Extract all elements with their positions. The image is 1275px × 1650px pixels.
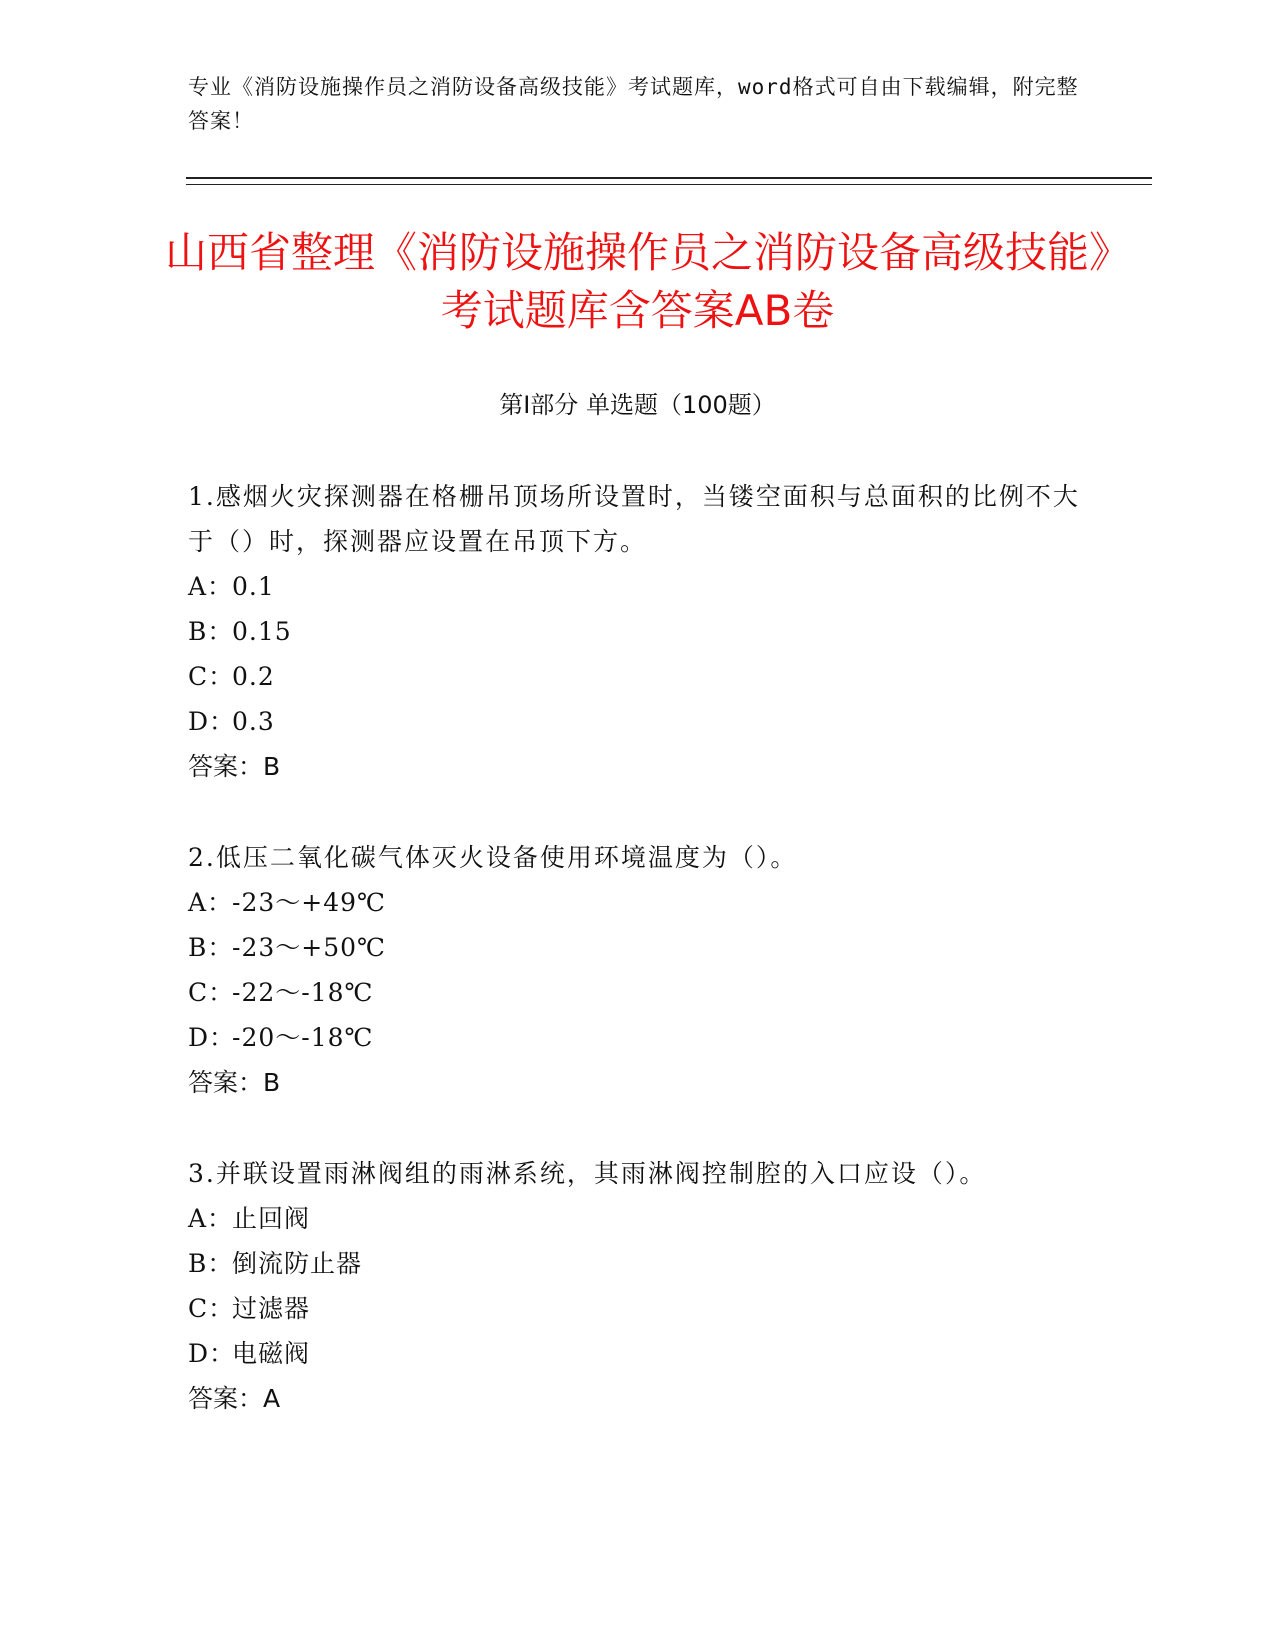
option-text: -23～+49℃ bbox=[232, 888, 386, 917]
option-label: A： bbox=[188, 572, 234, 601]
option-b bbox=[188, 609, 1088, 654]
header-divider-thin bbox=[186, 184, 1152, 185]
option-label: C： bbox=[188, 662, 235, 691]
document-title: 山西省整理《消防设施操作员之消防设备高级技能》考试题库含答案AB卷 bbox=[164, 228, 1110, 335]
option-a bbox=[188, 880, 1088, 925]
option-text: -23～+50℃ bbox=[232, 933, 386, 962]
question-stem: 2.低压二氧化碳气体灭火设备使用环境温度为（）。 bbox=[188, 843, 798, 872]
answer: 答案：B bbox=[188, 752, 281, 781]
option-label: C： bbox=[188, 1294, 235, 1323]
option-label: A： bbox=[188, 1204, 234, 1233]
option-d bbox=[188, 1331, 1088, 1376]
option-label: A： bbox=[188, 888, 234, 917]
option-label: B： bbox=[188, 933, 234, 962]
option-text: 电磁阀 bbox=[232, 1339, 311, 1368]
question-stem: 3.并联设置雨淋阀组的雨淋系统，其雨淋阀控制腔的入口应设（）。 bbox=[188, 1159, 987, 1188]
option-text: 0.3 bbox=[232, 707, 275, 736]
option-a bbox=[188, 564, 1088, 609]
option-label: B： bbox=[188, 617, 234, 646]
section-heading: 第I部分 单选题（100题） bbox=[499, 391, 776, 419]
option-b bbox=[188, 1241, 1088, 1286]
option-text: 止回阀 bbox=[232, 1204, 311, 1233]
option-label: D： bbox=[188, 1339, 236, 1368]
question-3 bbox=[188, 1151, 1088, 1421]
option-text: -20～-18℃ bbox=[232, 1023, 374, 1052]
option-text: 过滤器 bbox=[232, 1294, 311, 1323]
option-text: 0.2 bbox=[232, 662, 275, 691]
question-stem: 1.感烟火灾探测器在格栅吊顶场所设置时，当镂空面积与总面积的比例不大于（）时，探测器应设置在吊顶下方。 bbox=[188, 482, 1080, 556]
answer: 答案：A bbox=[188, 1384, 281, 1413]
option-a bbox=[188, 1196, 1088, 1241]
option-d bbox=[188, 1015, 1088, 1060]
option-label: D： bbox=[188, 1023, 236, 1052]
option-text: 倒流防止器 bbox=[232, 1249, 363, 1278]
header-note: 专业《消防设施操作员之消防设备高级技能》考试题库，word格式可自由下载编辑，附完整答案！ bbox=[188, 75, 1079, 133]
option-text: -22～-18℃ bbox=[232, 978, 374, 1007]
option-b bbox=[188, 925, 1088, 970]
option-c bbox=[188, 1286, 1088, 1331]
question-1 bbox=[188, 474, 1088, 789]
option-label: D： bbox=[188, 707, 236, 736]
option-text: 0.15 bbox=[232, 617, 292, 646]
answer: 答案：B bbox=[188, 1068, 281, 1097]
question-2 bbox=[188, 835, 1088, 1105]
option-c bbox=[188, 970, 1088, 1015]
option-label: C： bbox=[188, 978, 235, 1007]
option-c bbox=[188, 654, 1088, 699]
option-label: B： bbox=[188, 1249, 234, 1278]
header-divider-thick bbox=[186, 177, 1152, 179]
option-text: 0.1 bbox=[232, 572, 275, 601]
option-d bbox=[188, 699, 1088, 744]
